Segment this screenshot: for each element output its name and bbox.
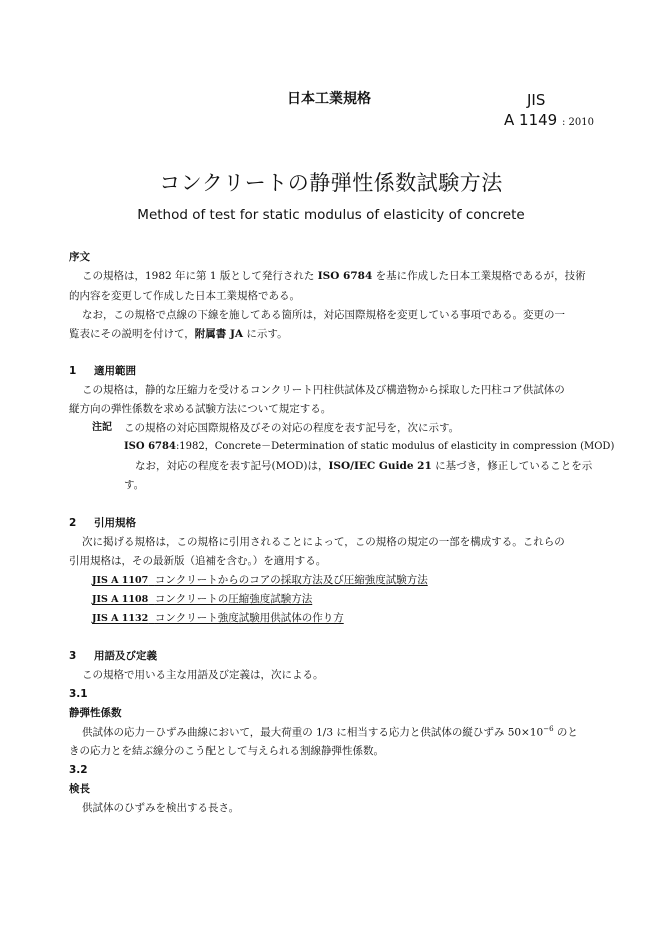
ref-item (92, 573, 428, 588)
scope-line1: この規格は，静的な圧縮力を受けるコンクリート円柱供試体及び構造物から採取した円柱コア供試体の (82, 384, 565, 396)
ref-code: JIS A 1107 (92, 575, 149, 586)
section-3-heading: 用語及び定義 (94, 650, 157, 662)
preface-heading: 序文 (69, 251, 90, 263)
mod-line1 (135, 459, 592, 474)
section-2-heading: 引用規格 (94, 517, 136, 529)
preface-p1-text-a: この規格は，1982 年に第 1 版として発行された (82, 270, 318, 282)
jis-label: JIS (527, 91, 546, 109)
iso-reference-line (124, 440, 614, 454)
refs-line2: 引用規格は，その最新版（追補を含む。）を適用する。 (69, 555, 327, 567)
term-1-name: 静弾性係数 (69, 707, 122, 719)
preface-p2-line1: なお，この規格で点線の下線を施してある箇所は，対応国際規格を変更している事項である。変更の一 (82, 309, 565, 321)
preface-iso-ref: ISO 6784 (317, 270, 373, 282)
note-text: この規格の対応国際規格及びその対応の程度を表す記号を，次に示す。 (124, 422, 460, 434)
ref-code: JIS A 1108 (92, 594, 149, 605)
section-2-number: 2 (69, 517, 77, 529)
term-1-def-text-a: 供試体の応力－ひずみ曲線において，最大荷重の 1/3 に相当する応力と供試体の縦ひずみ 50×10 (82, 726, 544, 739)
mod-line2: す。 (124, 479, 145, 491)
mod-text-b: に基づき，修正していることを示 (431, 460, 593, 472)
exponent: −6 (543, 725, 554, 733)
standard-type: 日本工業規格 (287, 91, 371, 107)
preface-p2-text-a: 覧表にその説明を付けて， (69, 328, 195, 340)
term-1-number: 3.1 (69, 688, 88, 700)
standard-number (504, 110, 594, 131)
term-2-name: 検長 (69, 783, 90, 795)
title-japanese: コンクリートの静弾性係数試験方法 (159, 171, 503, 195)
note-label: 注記 (92, 422, 112, 433)
preface-p1-text-b: を基に作成した日本工業規格であるが，技術 (372, 270, 586, 282)
ref-title: コンクリートからのコアの採取方法及び圧縮強度試験方法 (154, 574, 428, 586)
ref-item (92, 592, 312, 607)
preface-p1-line1 (82, 269, 586, 284)
standard-year: : 2010 (561, 117, 594, 128)
iso-guide-ref: ISO/IEC Guide 21 (328, 460, 432, 472)
ref-item (92, 611, 344, 626)
mod-text-a: なお，対応の程度を表す記号(MOD)は， (135, 460, 329, 472)
annex-ref: 附属書 JA (194, 328, 244, 340)
preface-p2-line2 (69, 327, 288, 342)
title-english: Method of test for static modulus of elasticity of concrete (137, 207, 525, 223)
terms-intro: この規格で用いる主な用語及び定義は，次による。 (82, 669, 324, 681)
refs-line1: 次に掲げる規格は，この規格に引用されることによって，この規格の規定の一部を構成する。これらの (82, 536, 565, 548)
term-1-def-line1 (82, 725, 578, 740)
term-2-def: 供試体のひずみを検出する長さ。 (82, 802, 240, 814)
section-3-number: 3 (69, 650, 77, 662)
term-1-def-line2: きの応力とを結ぶ線分のこう配として与えられる割線静弾性係数。 (69, 745, 384, 757)
term-1-def-text-b: のと (553, 726, 578, 739)
ref-title: コンクリート強度試験用供試体の作り方 (154, 612, 344, 624)
iso-title: :1982，Concrete－Determination of static modulus of elasticity in compression (MOD) (175, 441, 615, 452)
preface-p2-text-b: に示す。 (243, 328, 288, 340)
section-1-heading: 適用範囲 (94, 365, 136, 377)
ref-code: JIS A 1132 (92, 613, 149, 624)
scope-line2: 縦方向の弾性係数を求める試験方法について規定する。 (69, 403, 332, 415)
standard-code: A 1149 (504, 111, 558, 129)
term-2-number: 3.2 (69, 764, 88, 776)
iso-code: ISO 6784 (124, 441, 176, 452)
preface-p1-line2: 的内容を変更して作成した日本工業規格である。 (69, 290, 300, 302)
ref-title: コンクリートの圧縮強度試験方法 (154, 593, 313, 605)
section-1-number: 1 (69, 365, 77, 377)
